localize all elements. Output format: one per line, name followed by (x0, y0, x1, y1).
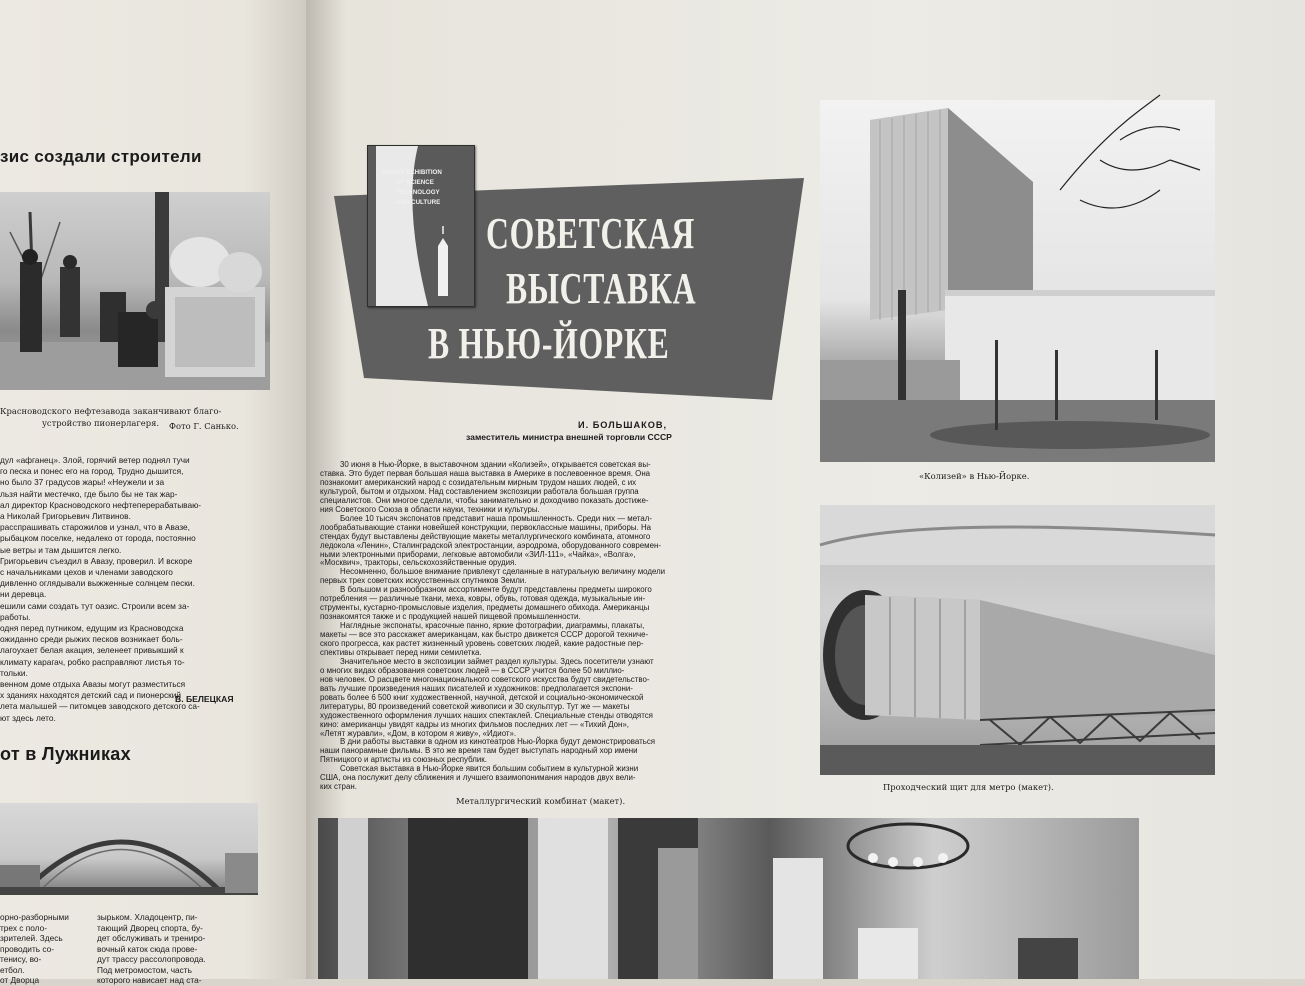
left-article-line: одня перед путником, едущим из Красноводска (0, 623, 184, 634)
article-line: кино: американцы увидят кадры из многих фильмов последних лет — «Тихий Дон», (320, 719, 629, 729)
left-article-signature: В. БЕЛЕЦКАЯ (175, 694, 234, 704)
luzhniki-column-line: проводить со- (0, 943, 54, 954)
pioneer-camp-illustration (0, 192, 270, 390)
left-article-line: Григорьевич съездил в Авазу, проверил. И вскоре (0, 555, 193, 566)
booklet-title (382, 168, 442, 208)
luzhniki-column-line: зрителей. Здесь (0, 933, 63, 943)
left-article-line: лета малышей — питомцев заводского детского са- (0, 701, 200, 712)
title-line-1: СОВЕТСКАЯ (486, 209, 696, 258)
luzhniki-column-line: тающий Дворец спорта, бу- (97, 922, 203, 933)
luzhniki-column-line: от Дворца (0, 975, 40, 985)
booklet-line-4: AND CULTURE (396, 199, 441, 206)
left-article-line: ют здесь лето. (0, 712, 56, 723)
luzhniki-column-line: дут трассу рассолопровода. (97, 954, 206, 964)
article-line: 30 июня в Нью-Йорке, в выставочном здании «Колизей», открывается советская вы- (340, 460, 651, 469)
author-position: заместитель министра внешней торговли СССР (466, 432, 672, 442)
article-line: первых трех советских искусственных спутников Земли. (320, 576, 527, 586)
left-article-line: льзя найти местечко, где было бы не так жар- (0, 488, 178, 499)
article-line: Несомненно, большое внимание привлекут сделанные в натуральную величину модели (340, 567, 666, 577)
tunnel-shield-illustration (820, 505, 1215, 775)
booklet-line-3: TECHNOLOGY (396, 189, 440, 196)
article-line: Пятницкого и артисты из союзных республик. (320, 755, 487, 765)
metallurgical-caption: Металлургический комбинат (макет). (456, 796, 626, 806)
luzhniki-column-line: Под метромостом, часть (97, 964, 192, 975)
left-article-line: дул «афганец». Злой, горячий ветер поднял тучи (0, 455, 190, 465)
left-article-line: х зданиях находятся детский сад и пионерский (0, 690, 182, 701)
booklet-line-2: OF SCIENCE (396, 179, 434, 186)
pioneer-camp-photo-credit: Фото Г. Санько. (169, 421, 239, 431)
article-line: лообрабатывающие станки новейшей конструкции, первоклассные машины, приборы. На (320, 522, 652, 532)
luzhniki-column-1 (0, 912, 69, 986)
author-name: И. БОЛЬШАКОВ, (578, 420, 668, 430)
article-line: культурой, бытом и отдыхом. Над составлением экспозиции работала большая группа (320, 486, 639, 496)
left-heading-bottom: от в Лужниках (0, 744, 131, 764)
left-article-line: лагоухает белая акация, зеленеет привыкший к (0, 645, 184, 656)
article-line: ровать более 6 500 книг художественной, научной, детской и социально-экономической (320, 692, 644, 702)
article-line: познакомит американский народ с созидательным мирным трудом наших людей, с их (320, 477, 637, 487)
article-line: ледокола «Ленин», Сталинградской электростанции, аэродрома, оборудованного современ- (320, 540, 661, 550)
luzhniki-column-line: трех с поло- (0, 922, 47, 933)
article-line: струменты, кустарно-промысловые изделия, предметы домашнего обихода. Американцы (320, 603, 650, 613)
article-line: нов человек. О расцвете многонационального советского искусства будут свидетельство- (320, 674, 650, 684)
left-article-line: а Николай Григорьевич Литвинов. (0, 511, 131, 522)
tunnel-shield-photo (820, 505, 1215, 775)
article-line: Более 10 тысяч экспонатов представит наша промышленность. Среди них — метал- (340, 513, 653, 523)
left-article-line: работы. (0, 611, 31, 622)
article-line: ставка. Это будет первая большая наша выставка в Америке в послевоенное время. Она (320, 468, 651, 478)
article-line: спективы открывает перед ними семилетка. (320, 647, 482, 657)
pioneer-camp-caption-line-2: устройство пионерлагеря. (42, 418, 160, 428)
exhibition-interior-illustration (318, 818, 1139, 979)
exhibition-interior-photo (318, 818, 1139, 979)
article-line: художественного оформления лучших наших спектаклей. Специальные стенды отводятся (320, 710, 653, 720)
luzhniki-column-line: орно-разборными (0, 912, 69, 922)
article-line: ния Советского Союза в области науки, техники и культуры. (320, 504, 540, 514)
coliseum-photo (820, 100, 1215, 462)
left-article-text (0, 455, 300, 724)
left-article-line: расспрашивать старожилов и узнал, что в Авазе, (0, 522, 190, 533)
left-article-line: ожиданно среди рыжих песков возникает боль- (0, 634, 183, 645)
luzhniki-column-2 (97, 912, 206, 986)
luzhniki-column-line: тенису, во- (0, 954, 42, 964)
left-heading-top: зис создали строители (0, 147, 202, 166)
article-line: наши панорамные фильмы. В это же время там будет выступать народный хор имени (320, 746, 638, 756)
left-article-line: тольки. (0, 667, 28, 678)
left-article-line: дивленно оглядывали выжженные солнцем пески. (0, 578, 195, 589)
article-line: ными электронными приборами, легковые автомобили «ЗИЛ-111», «Чайка», «Волга», (320, 549, 636, 559)
coliseum-caption: «Колизей» в Нью-Йорке. (919, 471, 1030, 481)
article-line: США, она послужит делу сближения и лучшего взаимопонимания народов двух вели- (320, 773, 636, 783)
article-line: вать лучшие произведения наших писателей и художников: предполагается экспони- (320, 683, 633, 693)
luzhniki-column-line: дет обслуживать и трениро- (97, 933, 206, 943)
article-line: познакомятся также и с продукцией нашей пищевой промышленности. (320, 612, 581, 622)
exhibition-booklet (367, 145, 475, 307)
article-line: Значительное место в экспозиции займет раздел культуры. Здесь посетители узнают (340, 656, 654, 666)
left-article-line: но было 37 градусов жары! «Неужели и за (0, 477, 165, 488)
left-article-line: венном доме отдыха Авазы могут разместиться (0, 679, 186, 690)
article-line: Наглядные экспонаты, красочные панно, яркие фотографии, диаграммы, плакаты, (340, 621, 645, 631)
article-line: Советская выставка в Нью-Йорке явится большим событием в культурной жизни (340, 764, 639, 774)
left-article-line: ал директор Красноводского нефтеперерабатываю- (0, 499, 202, 510)
left-article-line: ешили сами создать тут оазис. Строили всем за- (0, 600, 190, 611)
pioneer-camp-caption-line-1: Красноводского нефтезавода заканчивают благо- (0, 406, 222, 416)
article-line: ких стран. (320, 782, 357, 792)
luzhniki-photo (0, 803, 258, 895)
article-line: потребления — различные ткани, меха, ковры, обувь, готовая одежда, музыкальные ин- (320, 594, 646, 604)
title-line-3: В НЬЮ-ЙОРКЕ (428, 319, 670, 368)
left-article-line: рыбацком поселке, недалеко от города, постоянно (0, 533, 196, 544)
luzhniki-column-line: зырьком. Хладоцентр, пи- (97, 912, 198, 922)
luzhniki-column-line: вочный каток сюда прове- (97, 943, 198, 954)
coliseum-illustration (820, 100, 1215, 462)
left-article-line: с начальниками цехов и членами заводского (0, 567, 173, 578)
left-article-line: климату карагач, робко расправляют листья то- (0, 656, 185, 667)
tunnel-shield-caption: Проходческий щит для метро (макет). (883, 782, 1054, 792)
article-line: В большом и разнообразном ассортименте будут представлены предметы широкого (340, 585, 652, 595)
article-line: ского прогресса, как растет жизненный уровень советских людей, какие радостные пер- (320, 639, 644, 648)
left-page (0, 0, 306, 985)
luzhniki-bridge-illustration (0, 803, 258, 895)
luzhniki-column-line: которого нависает над ста- (97, 975, 202, 985)
luzhniki-column-line: етбол. (0, 964, 25, 975)
article-line: литературы, 80 произведений советской живописи и 30 скульптур. Тут же — макеты (320, 701, 630, 711)
article-line: о многих видах образования советских людей — в СССР учится более 50 миллио- (320, 665, 625, 675)
article-line: макеты — все это расскажет американцам, как быстро движется СССР дорогой техниче- (320, 630, 649, 640)
article-line: «Летят журавли», «Дом, в котором я живу», «Идиот». (320, 728, 517, 738)
left-article-line: ые ветры и там дышится легко. (0, 544, 122, 555)
left-article-line: го песка и понес его на город. Трудно дышится, (0, 466, 184, 477)
pioneer-camp-photo (0, 192, 270, 390)
left-article-line: ни деревца. (0, 589, 47, 600)
article-line: В дни работы выставки в одном из кинотеатров Нью-Йорка будут демонстрироваться (340, 737, 656, 747)
article-line: специалистов. Они многое сделали, чтобы занимательно и доходчиво показать достиже- (320, 495, 649, 505)
article-line: стендах будут выставлены действующие макеты металлургического комбината, атомного (320, 531, 651, 541)
booklet-line-1: SOVIET EXHIBITION (382, 169, 442, 176)
title-line-2: ВЫСТАВКА (506, 264, 697, 313)
article-line: «Москвич», тракторы, сельскохозяйственные орудия. (320, 558, 517, 568)
